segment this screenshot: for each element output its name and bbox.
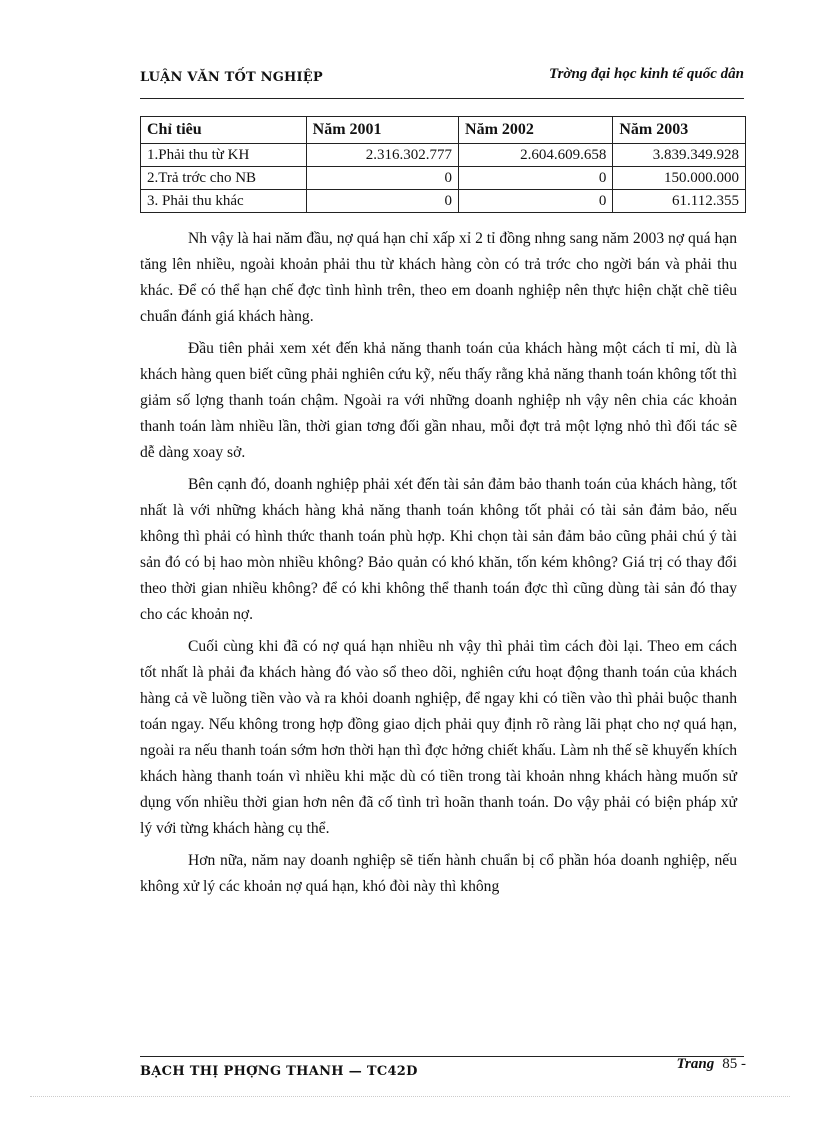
table-cell: 150.000.000 bbox=[613, 167, 746, 190]
table-cell: 3.839.349.928 bbox=[613, 144, 746, 167]
page-number: 85 - bbox=[722, 1056, 746, 1072]
table-cell: 1.Phải thu từ KH bbox=[141, 144, 307, 167]
table-cell: 2.316.302.777 bbox=[306, 144, 458, 167]
table-row bbox=[141, 190, 746, 213]
page-header bbox=[140, 66, 744, 90]
paragraph: Đầu tiên phải xem xét đến khả năng thanh toán của khách hàng một cách tỉ mỉ, dù là khách hàng quen biết cũng phải nghiên cứu kỹ, nếu thấy rằng khả năng thanh toán không tốt thì giảm số lợng thanh toán chậm. Ngoài ra với những doanh nghiệp nh vậy nên chia các khoản thanh toán làm nhiều lần, thời gian tơng đối gần nhau, mỗi đợt trả một lợng nhỏ thì đối tác sẽ dễ dàng xoay sở. bbox=[140, 340, 737, 461]
paragraph: Bên cạnh đó, doanh nghiệp phải xét đến tài sản đảm bảo thanh toán của khách hàng, tốt nhất là với những khách hàng khả năng thanh toán không tốt phải có tài sản đảm bảo, nếu không thì phải có hình thức thanh toán phù hợp. Khi chọn tài sản đảm bảo cũng phải chú ý tài sản đó có bị hao mòn nhiều không? Bảo quản có khó khăn, tốn kém không? Giá trị có thay đổi theo thời gian nhiều không? để có khi không thể thanh toán đợc thì cũng dùng tài sản đó thay cho các khoản nợ. bbox=[140, 476, 737, 623]
table-row bbox=[141, 144, 746, 167]
table-cell: 2.604.609.658 bbox=[459, 144, 613, 167]
page-label: Trang bbox=[676, 1056, 715, 1072]
table-row bbox=[141, 167, 746, 190]
table-header-cell: Chỉ tiêu bbox=[141, 117, 307, 144]
footer-divider bbox=[140, 1056, 744, 1057]
table-header-cell: Năm 2001 bbox=[306, 117, 458, 144]
header-university: Trờng đại học kinh tế quốc dân bbox=[548, 66, 744, 82]
table-header-cell: Năm 2003 bbox=[613, 117, 746, 144]
footer-author: BẠCH THỊ PHỢNG THANH — TC42D bbox=[140, 1064, 418, 1078]
paragraph: Cuối cùng khi đã có nợ quá hạn nhiều nh vậy thì phải tìm cách đòi lại. Theo em cách tốt nhất là phải đa khách hàng đó vào sổ theo dõi, nghiên cứu hoạt động thanh toán của khách hàng cả về luồng tiền vào và ra khỏi doanh nghiệp, để ngay khi có tiền vào thì phải buộc thanh toán ngay. Nếu không trong hợp đồng giao dịch phải quy định rõ ràng lãi phạt cho nợ quá hạn, ngoài ra nếu thanh toán sớm hơn thời hạn thì đợc hởng chiết khấu. Làm nh thế sẽ khuyến khích khách hàng thanh toán vì nhiều khi mặc dù có tiền trong tài khoản nhng khách hàng muốn sử dụng vốn nhiều thời gian hơn nên đã cố tình trì hoãn thanh toán. Do vậy phải có biện pháp xử lý với từng khách hàng cụ thể. bbox=[140, 638, 737, 837]
table-cell: 0 bbox=[306, 167, 458, 190]
page-number-block bbox=[676, 1056, 746, 1073]
table-header-row bbox=[141, 117, 746, 144]
body-text bbox=[140, 226, 737, 906]
header-thesis-title: LUẬN VĂN TỐT NGHIỆP bbox=[140, 70, 323, 85]
page-edge-divider bbox=[30, 1096, 790, 1097]
receivables-table bbox=[140, 116, 746, 213]
table-cell: 0 bbox=[459, 167, 613, 190]
table-cell: 0 bbox=[306, 190, 458, 213]
table-cell: 61.112.355 bbox=[613, 190, 746, 213]
paragraph: Hơn nữa, năm nay doanh nghiệp sẽ tiến hành chuẩn bị cổ phần hóa doanh nghiệp, nếu không xử lý các khoản nợ quá hạn, khó đòi này thì không bbox=[140, 852, 737, 895]
table-header-cell: Năm 2002 bbox=[459, 117, 613, 144]
table-cell: 3. Phải thu khác bbox=[141, 190, 307, 213]
header-divider bbox=[140, 98, 744, 99]
table-cell: 2.Trả trớc cho NB bbox=[141, 167, 307, 190]
paragraph: Nh vậy là hai năm đầu, nợ quá hạn chỉ xấp xỉ 2 tỉ đồng nhng sang năm 2003 nợ quá hạn tăng lên nhiều, ngoài khoản phải thu từ khách hàng còn có trả trớc cho ngời bán và phải thu khác. Để có thể hạn chế đợc tình hình trên, theo em doanh nghiệp nên thực hiện chặt chẽ tiêu chuẩn đánh giá khách hàng. bbox=[140, 230, 737, 325]
table-cell: 0 bbox=[459, 190, 613, 213]
